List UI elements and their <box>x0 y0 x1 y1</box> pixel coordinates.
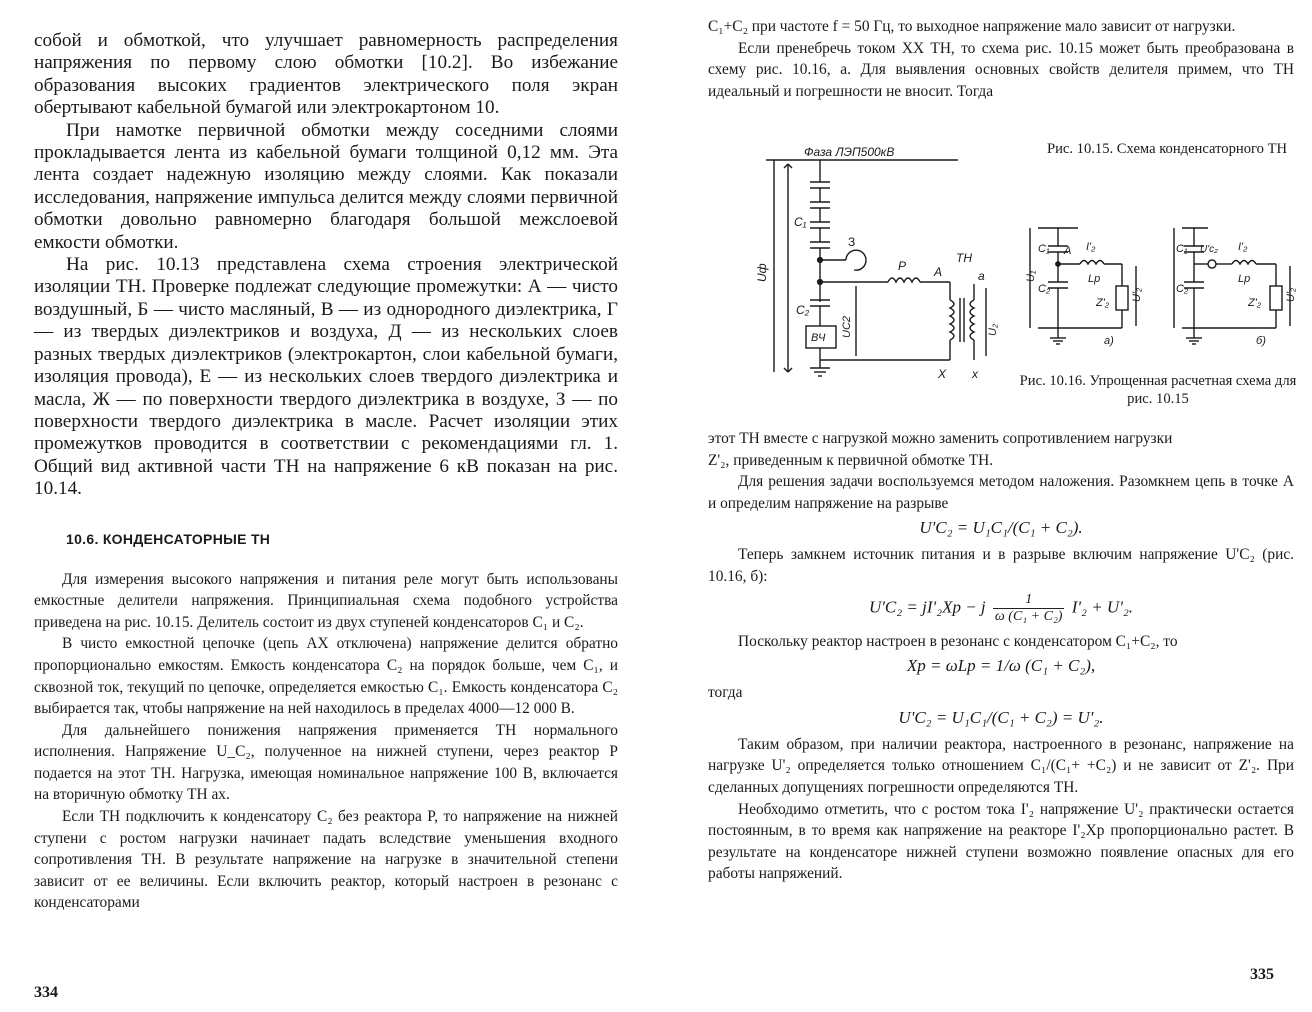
paragraph: Если ТН подключить к конденсатору C₂ без реактора P, то напряжение на нижней ступени с ростом нагрузки начинает падать вследствие уменьшения входного сопротивления ТН. В результате напряжение на нагрузке в значительной степени зависит от ее величины. Если включить реактор, который настроен в резонанс с конденсаторами <box>34 808 618 912</box>
uf-label: Uф <box>755 263 769 282</box>
paragraph: тогда <box>708 684 743 702</box>
th-label: ТН <box>956 251 972 265</box>
left-text-column <box>34 30 618 914</box>
equation-3: Xр = ωLр = 1/ω (C₁ + C₂), <box>906 656 1096 676</box>
equation-2-right: I'₂ + U'₂. <box>1071 596 1133 616</box>
figure-10-16-caption: Рис. 10.16. Упрощенная расчетная схема для рис. 10.15 <box>1019 373 1297 407</box>
section-heading: 10.6. КОНДЕНСАТОРНЫЕ ТН <box>66 530 271 547</box>
right-page <box>652 0 1312 1012</box>
paragraph: При намотке первичной обмотки между соседними слоями прокладывается лента из кабельной бумаги толщиной 0,12 мм. Эта лента создает надежную изоляцию между слоями. Как показали исследования, напряжение импульса делится между слоями первичной обмотки довольно равномерно благодаря большой межслоевой емкости обмотки. <box>34 119 618 253</box>
page-number: 334 <box>34 984 58 1001</box>
paragraph: В чисто емкостной цепочке (цепь AX отключена) напряжение делится обратно пропорционально емкостям. Емкость конденсатора C₂ на порядок больше, чем C₁, и сквозной ток, текущий по цепочке, определяется емкостью C₁. Емкость конденсатора C₂ выбирается так, чтобы напряжение на ней находилось в пределах 4000—12 000 В. <box>34 635 618 718</box>
x-lower-label: x <box>972 367 978 381</box>
lp-label-b: Lр <box>1238 273 1251 285</box>
fraction-numerator: 1 <box>993 592 1065 609</box>
phase-label: Фаза ЛЭП500кВ <box>804 145 895 159</box>
paragraph: Таким образом, при наличии реактора, настроенного в резонанс, напряжение на нагрузке U'₂ определяется только отношением C₁/(C₁+ +C₂) и не зависит от Z'₂. При сделанных допущениях погрешности определяются ТН. <box>708 735 1294 796</box>
lp-label-a: Lр <box>1088 273 1101 285</box>
c1-label: C₁ <box>794 215 807 229</box>
paragraph: Поскольку реактор настроен в резонанс с конденсатором C₁+C₂, то <box>738 632 1178 650</box>
equation-2-fraction <box>993 592 1065 625</box>
uc2-label-b: U'c₂ <box>1200 244 1218 255</box>
c2-label-b: C₂ <box>1176 283 1189 295</box>
node-a-label: А <box>1064 245 1072 257</box>
page-number: 335 <box>1250 966 1274 983</box>
u2-label-a: U'₂ <box>1131 287 1143 302</box>
hf-label: ВЧ <box>811 332 826 344</box>
paragraph: Для измерения высокого напряжения и питания реле могут быть использованы емкостные делители напряжения. Принципиальная схема подобного устройства приведена на рис. 10.15. Делитель состоит из двух ступеней конденсаторов C₁ и C₂. <box>34 570 618 631</box>
paragraph: C₁+C₂ при частоте f = 50 Гц, то выходное напряжение мало зависит от нагрузки. <box>708 18 1236 35</box>
equation-1: U'C₂ = U₁C₁/(C₁ + C₂). <box>919 518 1083 538</box>
z2-label-b: Z'₂ <box>1248 297 1262 309</box>
u2-label-b: U'₂ <box>1285 287 1297 302</box>
paragraph: Z'₂, приведенным к первичной обмотке ТН. <box>708 451 994 469</box>
equation-4: U'C₂ = U₁C₁/(C₁ + C₂) = U'₂. <box>898 707 1104 727</box>
figure-10-16-diagram <box>1025 228 1297 347</box>
u2-label: U₂ <box>987 323 999 336</box>
paragraph: Если пренебречь током ХХ ТН, то схема рис. 10.15 может быть преобразована в схему рис. 10.16, а. Для выявления основных свойств делителя примем, что ТН идеальный и погрешности не вносит. Тогда <box>708 39 1294 100</box>
small-text-block <box>34 569 618 915</box>
figure-10-15-caption: Рис. 10.15. Схема конденсаторного ТН <box>1046 141 1288 157</box>
u1-label: U₁ <box>1025 270 1037 282</box>
circuit-figures <box>738 142 1298 402</box>
c2-label: C₂ <box>796 303 810 317</box>
uc2-label: UC2 <box>841 315 853 338</box>
subfigure-a-label: а) <box>1104 335 1114 347</box>
paragraph: собой и обмоткой, что улучшает равномерность распределения напряжения по первому слою обмотки [10.2]. Во избежание образования высоких градиентов электрического поля экран обертывают кабельной бумагой или электрокартоном 10. <box>34 30 618 119</box>
paragraph: Для дальнейшего понижения напряжения применяется ТН нормального исполнения. Напряжение U_C₂, полученное на нижней ступени, через реактор P подается на этот ТН. Нагрузка, имеющая номинальное напряжение 100 В, включается на вторичную обмотку ТН ax. <box>34 721 618 804</box>
equation-2-left: U'C₂ = jI'₂Xр − j <box>869 596 986 616</box>
i2-label-a: I'₂ <box>1086 241 1096 253</box>
equation-2 <box>708 592 1294 625</box>
c1-label-a: C₁ <box>1038 243 1050 255</box>
right-bottom-text <box>708 428 1294 885</box>
left-page <box>0 0 640 1012</box>
paragraph: На рис. 10.13 представлена схема строения электрической изоляции ТН. Проверке подлежат следующие промежутки: А — чисто воздушный, Б — чисто масляный, В — из однородного диэлектрика, Г — из твердых диэлектриков и воздуха, Д — из нескольких слоев разных твердых диэлектриков (электрокартон, слои кабельной бумаги, изоляция провода), Е — из нескольких слоев твердого диэлектрика и масла, Ж — по поверхности твердого диэлектрика в воздухе, З — по поверхности твердого диэлектрика в масле. Расчет изоляции этих промежутков проводится в соответствии с рекомендациями гл. 1. Общий вид активной части ТН на напряжение 6 кВ показан на рис. 10.14. <box>34 254 618 500</box>
x-upper-label: X <box>938 367 947 381</box>
a-lower-label: a <box>978 269 985 283</box>
right-top-text <box>708 16 1294 102</box>
c1-label-b: C₁ <box>1176 243 1188 255</box>
i2-label-b: I'₂ <box>1238 241 1248 253</box>
c2-label-a: C₂ <box>1038 283 1051 295</box>
fraction-denominator: ω (C₁ + C₂) <box>994 608 1063 624</box>
p-label: Р <box>898 259 907 273</box>
figure-10-15-diagram <box>755 145 999 381</box>
paragraph: этот ТН вместе с нагрузкой можно заменить сопротивлением нагрузки <box>708 430 1173 447</box>
z2-label-a: Z'₂ <box>1096 297 1110 309</box>
paragraph: Необходимо отметить, что с ростом тока I'₂ напряжение U'₂ практически остается постоянным, в то время как напряжение на реакторе I'₂Xр пропорционально растет. В результате на конденсаторе нижней ступени возможно появление опасных для его работы напряжений. <box>708 800 1294 883</box>
paragraph: Теперь замкнем источник питания и в разрыве включим напряжение U'C₂ (рис. 10.16, б): <box>708 546 1294 585</box>
subfigure-b-label: б) <box>1256 335 1266 347</box>
paragraph: Для решения задачи воспользуемся методом наложения. Разомкнем цепь в точке А и определим напряжение на разрыве <box>708 473 1294 512</box>
z-label: З <box>848 235 856 249</box>
large-text-block <box>34 30 618 501</box>
a-upper-label: А <box>934 265 943 279</box>
